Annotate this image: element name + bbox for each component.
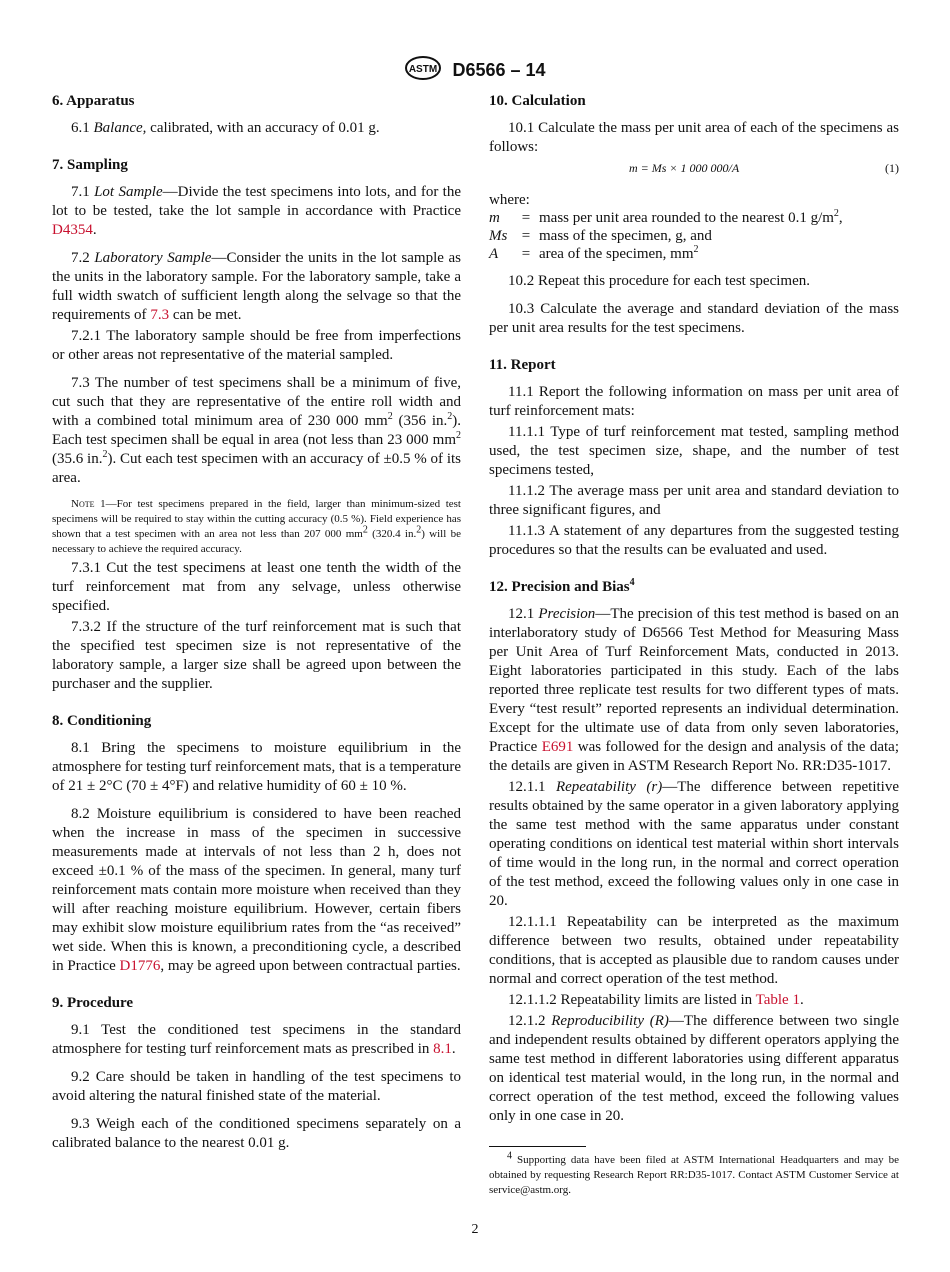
paragraph-12-1-1-1: 12.1.1.1 Repeatability can be interpreted as the maximum difference between two results, obtained under repeatability conditions, that is accepted as plausible due to random causes under normal and correct operation of the test method. — [489, 914, 899, 987]
paragraph-12-1: 12.1 Precision—The precision of this test method is based on an interlaboratory study of D6566 Test Method for Measuring Mass per Unit Area of Turf Reinforcement Mats, conducted in 2013. Eight laboratories participated in this study. Each of the labs reported three replicate test results for two different types of mats. Every “test result” reported represents an individual determination. Except for the ultimate use of data from only seven laboratories, Practice E691 was followed for the design and analysis of the data; the details are given in ASTM Research Report No. RR:D35-1017. — [489, 606, 900, 774]
paragraph-7-1: 7.1 Lot Sample—Divide the test specimens into lots, and for the lot to be tested, take the lot sample in accordance with Practice D4354. — [52, 184, 462, 238]
equation-1 — [489, 161, 899, 183]
note-1: Note 1—For test specimens prepared in the field, larger than minimum-sized test specimens will be required to stay within the cutting accuracy (0.5 %). Field experience has shown that a test specimen with an area not less than 207 000 $mm^2$ (320.4 in.$^2$) will be necessary to achieve the required accuracy. — [52, 498, 461, 555]
variable-definition-a: A = area of the specimen, $mm^2$ — [489, 244, 699, 262]
section-heading-sampling: 7. Sampling — [52, 157, 128, 173]
paragraph-11-1-1: 11.1.1 Type of turf reinforcement mat tested, sampling method used, the test specimen size, shape, and the number of test specimens tested, — [489, 424, 899, 478]
footnote-4: $^4$ Supporting data have been filed at ASTM International Headquarters and may be obtained by requesting Research Report RR:D35-1017. Contact ASTM Customer Service at service@astm.org. — [489, 1150, 899, 1196]
svg-text:ASTM: ASTM — [409, 64, 438, 75]
page-number: 2 — [471, 1222, 479, 1237]
page-header — [0, 55, 950, 85]
astm-logo-icon — [404, 55, 442, 86]
paragraph-10-3: 10.3 Calculate the average and standard deviation of the mass per unit area results for the test specimens. — [489, 301, 899, 336]
paragraph-12-1-1-2: 12.1.1.2 Repeatability limits are listed in Table 1. — [508, 992, 804, 1008]
paragraph-8-1: 8.1 Bring the specimens to moisture equilibrium in the atmosphere for testing turf reinforcement mats, that is a temperature of 21 ± 2°C (70 ± 4°F) and relative humidity of 60 ± 10 %. — [52, 740, 462, 794]
paragraph-10-2: 10.2 Repeat this procedure for each test specimen. — [508, 273, 810, 289]
footnote-ref-4[interactable]: 4 — [629, 577, 635, 588]
section-heading-report: 11. Report — [489, 357, 556, 373]
paragraph-9-3: 9.3 Weigh each of the conditioned specimens separately on a calibrated balance to the nearest 0.01 g. — [52, 1116, 461, 1151]
left-column — [52, 92, 461, 1162]
paragraph-6-1: 6.1 Balance, calibrated, with an accuracy of 0.01 g. — [71, 120, 380, 136]
section-heading-conditioning: 8. Conditioning — [52, 713, 152, 729]
paragraph-7-3-2: 7.3.2 If the structure of the turf reinforcement mat is such that the specified test specimen size is not representative of the laboratory sample, a larger size shall be agreed upon between the purchaser and the supplier. — [52, 619, 461, 692]
paragraph-11-1-2: 11.1.2 The average mass per unit area and standard deviation to three significant figures, and — [489, 483, 899, 518]
paragraph-9-1: 9.1 Test the conditioned test specimens in the standard atmosphere for testing turf reinforcement mats as prescribed in 8.1. — [52, 1022, 461, 1057]
paragraph-7-2-1: 7.2.1 The laboratory sample should be free from imperfections or other areas not representative of the material sampled. — [52, 328, 461, 363]
link-8-1[interactable]: 8.1 — [433, 1041, 452, 1057]
document-id: D6566 – 14 — [452, 60, 546, 80]
variable-definition-m: m = mass per unit area rounded to the nearest 0.1 $g/m^2$, — [489, 208, 843, 226]
section-heading-calculation: 10. Calculation — [489, 93, 586, 109]
link-e691[interactable]: E691 — [541, 739, 574, 755]
paragraph-11-1-3: 11.1.3 A statement of any departures from the suggested testing procedures so that the results can be evaluated and used. — [489, 523, 899, 558]
link-table-1[interactable]: Table 1 — [755, 992, 800, 1008]
section-heading-apparatus: 6. Apparatus — [52, 93, 135, 109]
paragraph-9-2: 9.2 Care should be taken in handling of the test specimens to avoid altering the natural finished state of the material. — [52, 1069, 461, 1104]
equation-number: (1) — [885, 161, 899, 175]
link-d1776[interactable]: D1776 — [119, 958, 161, 974]
paragraph-8-2: 8.2 Moisture equilibrium is considered to have been reached when the increase in mass of the specimen in successive measurements made at intervals of not less than 2 h, does not exceed ±0.1 % of the mass of the specimen. In general, many turf reinforcement mats contain more moisture when received than they will after reaching moisture equilibrium. However, certain fibers may exhibit slow moisture equilibrium rates from the “as received” wet side. When this is known, a preconditioning cycle, a described in Practice D1776, may be agreed upon between contractual parties. — [52, 806, 461, 974]
footnote-divider — [489, 1146, 586, 1147]
right-column — [489, 92, 899, 1198]
section-heading-procedure: 9. Procedure — [52, 995, 134, 1011]
where-label: where: — [489, 192, 530, 208]
link-d4354[interactable]: D4354 — [52, 222, 93, 238]
paragraph-7-2: 7.2 Laboratory Sample—Consider the units in the lot sample as the units in the laboratory sample. For the laboratory sample, take a full width swatch of sufficient length along the selvage so that the requirements of 7.3 can be met. — [52, 250, 462, 323]
link-7-3[interactable]: 7.3 — [150, 307, 170, 323]
variable-definition-ms: Ms = mass of the specimen, g, and — [489, 228, 712, 244]
section-heading-precision-bias: 12. Precision and Bias$^4$ — [489, 577, 635, 595]
paragraph-12-1-1: 12.1.1 Repeatability (r)—The difference between repetitive results obtained by the same operator in a given laboratory applying the same test method with the same apparatus under constant operating conditions on identical test material within short intervals of time would in the long run, in the normal and correct operation of the test method, exceed the following values only in one case in 20. — [489, 779, 899, 909]
paragraph-12-1-2: 12.1.2 Reproducibility (R)—The difference between two single and independent results obtained by different operators applying the same test method in different laboratories using different apparatus on identical test material would, in the long run, in the normal and correct operation of the test method, exceed the following values only in one case in 20. — [489, 1013, 900, 1124]
paragraph-7-3-1: 7.3.1 Cut the test specimens at least one tenth the width of the turf reinforcement mat from any selvage, unless otherwise specified. — [52, 560, 461, 614]
paragraph-10-1: 10.1 Calculate the mass per unit area of each of the specimens as follows: — [489, 120, 899, 155]
paragraph-7-3: 7.3 The number of test specimens shall be a minimum of five, cut such that they are representative of the entire roll width and with a combined total minimum area of 230 000 $mm^2$ (356 in.$^2$). Each test specimen shall be equal in area (not less than 23 000 $mm^2$ (35.6 in.$^2$). Cut each test specimen with an accuracy of ±0.5 % of its area. — [52, 375, 461, 486]
paragraph-11-1: 11.1 Report the following information on mass per unit area of turf reinforcement mats: — [489, 384, 899, 419]
equation-expression: m = Ms × 1 000 000/A — [629, 161, 740, 175]
